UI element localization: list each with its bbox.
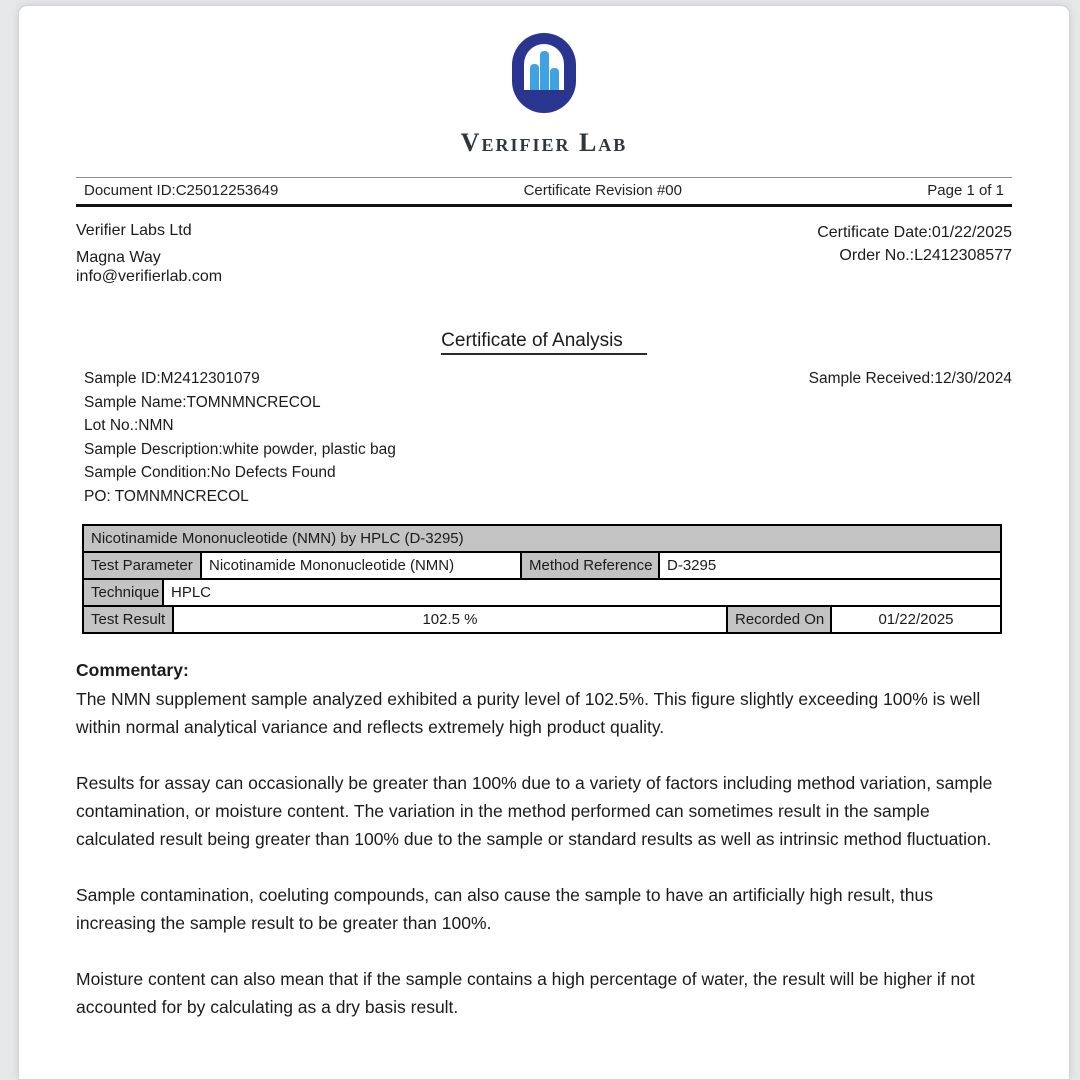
commentary-paragraph: Results for assay can occasionally be greater than 100% due to a variety of factors including method variation, sample contamination, or moisture content. The variation in the method performed can sometimes result in the sample calculated result being greater than 100% due to the sample or standard results as well as intrinsic method fluctuation. — [76, 773, 993, 849]
commentary-section — [76, 660, 1012, 1021]
logo-block — [76, 6, 1012, 118]
document-id: Document ID:C25012253649 — [84, 182, 279, 199]
result-table — [82, 524, 1002, 634]
sample-id: Sample ID:M2412301079 — [84, 370, 260, 387]
technique-label: Technique — [84, 580, 164, 607]
sample-top-row — [84, 367, 1012, 391]
order-number: Order No.:L2412308577 — [839, 247, 1012, 264]
certificate-meta-block — [817, 221, 1012, 286]
commentary-heading: Commentary: — [76, 660, 189, 680]
certificate-revision: Certificate Revision #00 — [523, 182, 682, 199]
lot-number: Lot No.:NMN — [84, 417, 174, 434]
info-row — [76, 221, 1012, 286]
page-content — [19, 6, 1069, 1021]
commentary-paragraph: Moisture content can also mean that if the sample contains a high percentage of water, the result will be higher if not accounted for by calculating as a dry basis result. — [76, 969, 975, 1017]
document-header-band — [76, 177, 1012, 207]
sample-condition: Sample Condition:No Defects Found — [84, 464, 336, 481]
sample-name: Sample Name:TOMNMNCRECOL — [84, 393, 321, 411]
document-title: Certificate of Analysis — [441, 330, 647, 355]
commentary-paragraph: Sample contamination, coeluting compounds, can also cause the sample to have an artificially high result, thus increasing the sample result to be greater than 100%. — [76, 885, 934, 933]
page-number: Page 1 of 1 — [927, 182, 1004, 199]
certificate-date: Certificate Date:01/22/2025 — [817, 224, 1012, 241]
recorded-on-label: Recorded On — [728, 607, 832, 634]
table-row — [84, 607, 1002, 634]
method-reference-value: D-3295 — [660, 553, 1002, 580]
method-reference-label: Method Reference — [522, 553, 660, 580]
commentary-paragraph: The NMN supplement sample analyzed exhibited a purity level of 102.5%. This figure slightly exceeding 100% is well within normal analytical variance and reflects extremely high product quality. — [76, 689, 981, 737]
lab-email: info@verifierlab.com — [76, 268, 223, 285]
test-parameter-value: Nicotinamide Mononucleotide (NMN) — [202, 553, 522, 580]
table-row — [84, 526, 1002, 553]
table-row — [84, 553, 1002, 580]
technique-value: HPLC — [164, 580, 1002, 607]
lab-name: Verifier Labs Ltd — [76, 222, 192, 239]
test-result-value: 102.5 % — [174, 607, 728, 634]
title-wrap — [76, 330, 1012, 355]
bar-right — [550, 68, 559, 90]
sample-info-block — [76, 367, 1012, 508]
test-result-label: Test Result — [84, 607, 174, 634]
logo-arch-window — [524, 44, 564, 90]
table-row — [84, 580, 1002, 607]
bar-chart-icon — [524, 44, 564, 90]
verifier-lab-logo-icon — [512, 33, 576, 113]
test-parameter-label: Test Parameter — [84, 553, 202, 580]
bar-middle — [540, 51, 549, 90]
sample-received: Sample Received:12/30/2024 — [808, 370, 1012, 387]
lab-info-block — [76, 221, 222, 286]
recorded-on-value: 01/22/2025 — [832, 607, 1002, 634]
certificate-page — [18, 5, 1070, 1080]
lab-address: Magna Way — [76, 249, 161, 266]
brand-wordmark: Verifier Lab — [460, 128, 628, 157]
table-title: Nicotinamide Mononucleotide (NMN) by HPLC (D-3295) — [84, 526, 1002, 553]
bar-left — [530, 64, 539, 90]
po-number: PO: TOMNMNCRECOL — [84, 487, 249, 505]
sample-description: Sample Description:white powder, plastic bag — [84, 440, 396, 458]
